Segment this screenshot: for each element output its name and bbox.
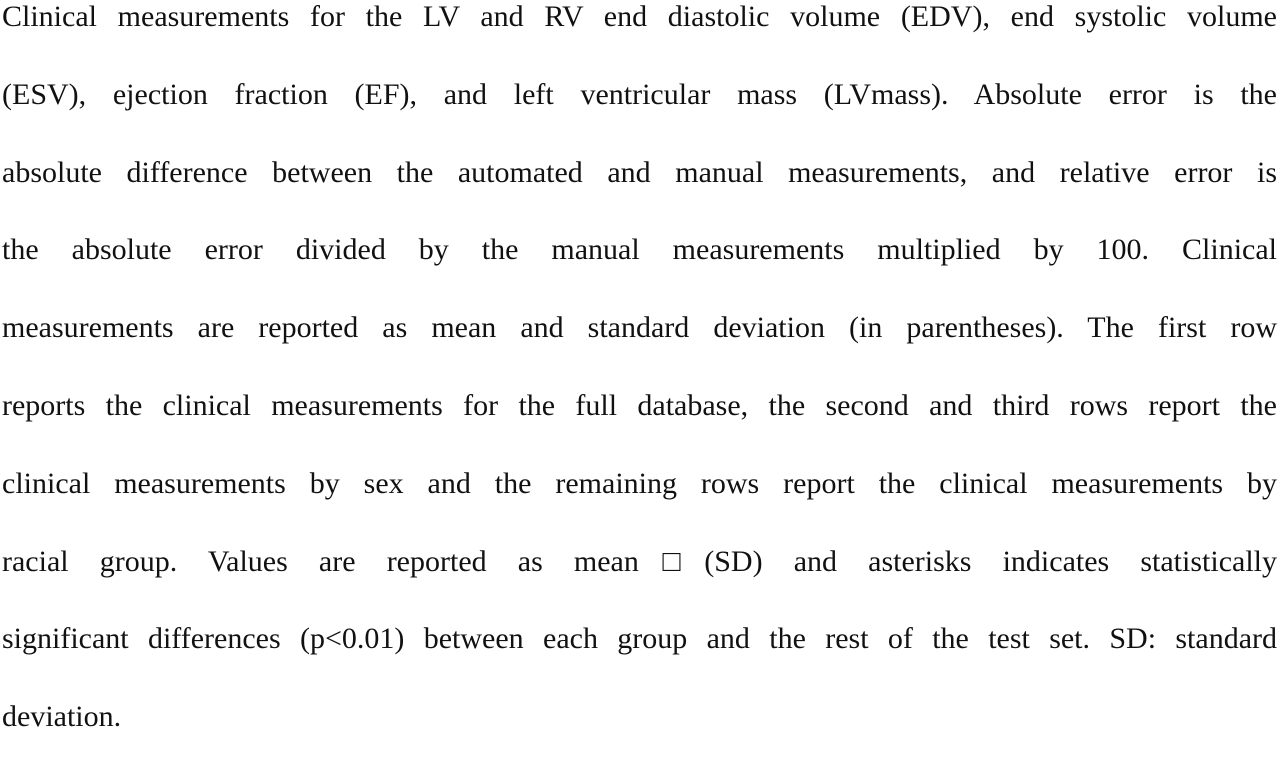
- caption-paragraph: [2, 0, 1277, 774]
- caption-line: significant differences (p<0.01) between each group and the rest of the test set. SD: standard: [2, 622, 1277, 656]
- caption-line: Clinical measurements for the LV and RV end diastolic volume (EDV), end systolic volume: [2, 0, 1277, 33]
- caption-line: racial group. Values are reported as mean□(SD) and asterisks indicates statistically: [2, 544, 1277, 578]
- caption-line: reports the clinical measurements for the full database, the second and third rows report the: [2, 388, 1277, 422]
- caption-line: (ESV), ejection fraction (EF), and left ventricular mass (LVmass). Absolute error is the: [2, 77, 1277, 111]
- caption-line: deviation.: [2, 700, 122, 734]
- caption-line: the absolute error divided by the manual measurements multiplied by 100. Clinical: [2, 233, 1277, 267]
- caption-line: clinical measurements by sex and the remaining rows report the clinical measurements by: [2, 466, 1277, 500]
- caption-line: absolute difference between the automated and manual measurements, and relative error is: [2, 155, 1277, 189]
- caption-line: measurements are reported as mean and standard deviation (in parentheses). The first row: [2, 311, 1277, 345]
